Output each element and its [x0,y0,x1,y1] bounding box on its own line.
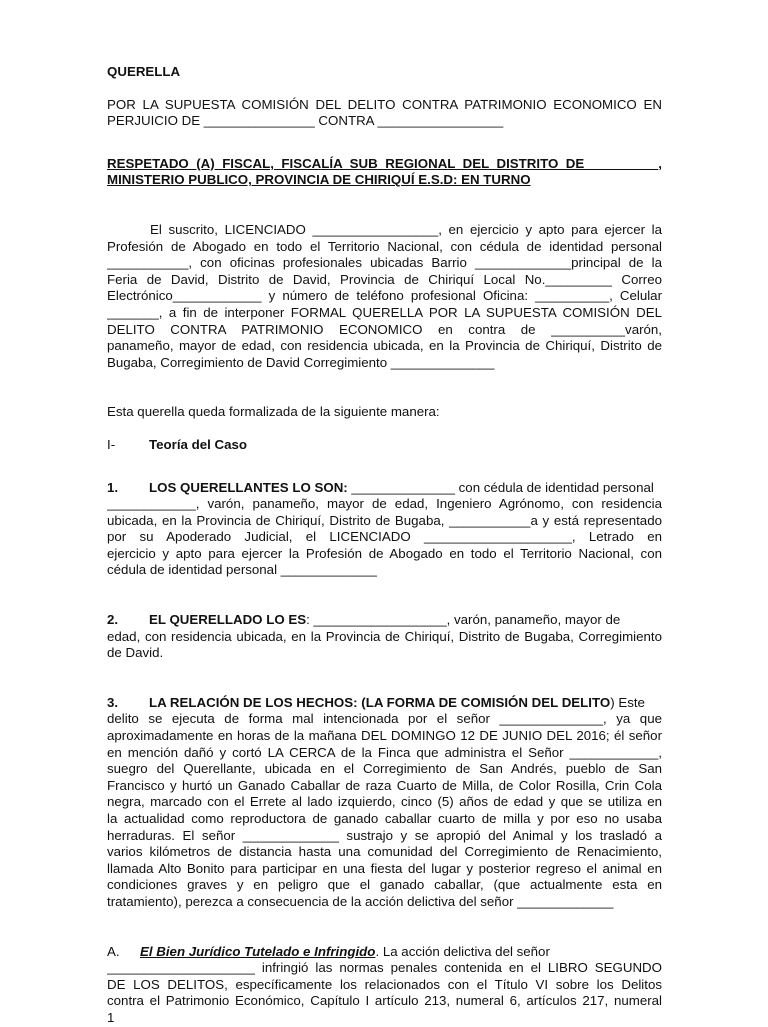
item-heading: LOS QUERELLANTES LO SON: [149,479,348,495]
item-3-line: negra, marcado con el Errete al lado izquierdo, cinco (5) años de edad y que se utiliza en [107,794,662,810]
section-number: I- [107,436,116,452]
item-text: : __________________, varón, panameño, mayor de [306,612,621,628]
item-heading: El Bien Jurídico Tutelado e Infringido [140,943,376,959]
item-text: ) Este [610,694,645,710]
item-number: 3. [107,694,119,710]
item-1-line: cédula de identidad personal _____________ [107,562,377,578]
intro-line: panameño, mayor de edad, con residencia ubicada, en la Provincia de Chiriquí, Distrito de [107,338,662,354]
item-a-line: contra el Patrimonio Económico, Capítulo I artículo 213, numeral 6, artículos 217, numeral [107,993,662,1009]
item-3-line: en mención dañó y cortó LA CERCA de la Finca que administra el Señor ____________, [107,744,662,760]
intro-line: Electrónico____________ y número de teléfono profesional Oficina: __________, Celular [107,288,662,304]
item-number: 2. [107,612,119,628]
item-3-line: condiciones graves y en peligro que el ganado caballar, (que actualmente esta en [107,877,662,893]
intro-line: El suscrito, LICENCIADO _________________, en ejercicio y apto para ejercer la [150,221,662,237]
document-title: QUERELLA [107,64,181,79]
item-3-line: tratamiento), perezca a consecuencia de la acción delictiva del señor _____________ [107,893,614,909]
item-a-line: ____________________ infringió las normas penales contenida en el LIBRO SEGUNDO [107,960,662,976]
section-heading [107,437,662,454]
intro-line: _______, a fin de interponer FORMAL QUERELLA POR LA SUPUESTA COMISIÓN DEL [107,304,662,320]
item-a-first-line [107,944,662,961]
item-text: ______________ con cédula de identidad personal [347,479,654,495]
intro-line: Bugaba, Corregimiento de David Corregimiento ______________ [107,354,495,370]
item-number: 1. [107,479,119,495]
item-number: A. [107,943,120,959]
item-1-line: por su Apoderado Judicial, el LICENCIADO ____________________, Letrado en [107,529,662,545]
item-3-line: aproximadamente en horas de la mañana DEL DOMINGO 12 DE JUNIO DEL 2016; él señor [107,728,662,744]
item-a-line: DE LOS DELITOS, específicamente los relacionados con el Título VI sobre los Delitos [107,976,662,992]
item-1-line: ubicada, en la Provincia de Chiriquí, Distrito de Bugaba, ___________a y está representado [107,512,662,528]
item-text: . La acción delictiva del señor [375,943,550,959]
item-3-line: la actualidad como reproductora de ganado caballar cuarto de milla y por eso no usaba [107,811,662,826]
item-heading: EL QUERELLADO LO ES [149,612,307,628]
item-3-line: varios kilómetros de distancia hasta una comunidad del Corregimiento de Renacimiento, [107,844,662,860]
item-2-line: edad, con residencia ubicada, en la Provincia de Chiriquí, Distrito de Bugaba, Corregimiento [107,628,662,644]
item-3-line: herraduras. El señor _____________ sustrajo y se apropió del Animal y los trasladó a [107,827,662,843]
item-3-line: suegro del Querellante, ubicada en el Corregimiento de San Andrés, pueblo de San [107,761,662,777]
addressee-line: MINISTERIO PUBLICO, PROVINCIA DE CHIRIQUÍ E.S.D: EN TURNO [107,172,531,188]
intro-line: Feria de David, Distrito de David, Provincia de Chiriquí Local No._________ Correo [107,271,662,287]
intro-line: Profesión de Abogado en todo el Territorio Nacional, con cédula de identidad personal [107,238,662,254]
item-1-line: ____________, varón, panameño, mayor de edad, Ingeniero Agrónomo, con residencia [107,496,662,512]
item-1-line: ejercicio y apto para ejercer la Profesión de Abogado en todo el Territorio Nacional, con [107,545,662,561]
item-3-first-line [107,695,662,712]
subject-line: POR LA SUPUESTA COMISIÓN DEL DELITO CONTRA PATRIMONIO ECONOMICO EN [107,96,662,112]
item-1-first-line [107,480,662,497]
item-3-line: llamada Alto Bonito para participar en una fiesta del lugar y posterior regreso el animal en [107,860,662,876]
intro-line: DELITO CONTRA PATRIMONIO ECONOMICO en contra de __________varón, [107,321,662,337]
item-heading: LA RELACIÓN DE LOS HECHOS: (LA FORMA DE COMISIÓN DEL DELITO [149,694,611,710]
item-2-first-line [107,612,662,629]
document-body [107,64,662,1027]
item-3-line: Francisco y hurtó un Ganado Caballar de raza Cuarto de Milla, de Color Rosilla, Crin Cola [107,777,662,793]
item-2-line: de David. [107,645,164,661]
item-3-line: delito se ejecuta de forma mal intencionada por el señor ______________, ya que [107,711,662,727]
addressee-line: RESPETADO (A) FISCAL, FISCALÍA SUB REGIONAL DEL DISTRITO DE _________, [107,155,662,171]
item-a-line: 1 [107,1009,115,1025]
intro-line: ___________, con oficinas profesionales ubicadas Barrio _____________principal de la [107,255,662,271]
subject-line: PERJUICIO DE _______________ CONTRA _________________ [107,113,504,129]
formalized-statement: Esta querella queda formalizada de la siguiente manera: [107,404,440,420]
section-title: Teoría del Caso [149,436,248,452]
